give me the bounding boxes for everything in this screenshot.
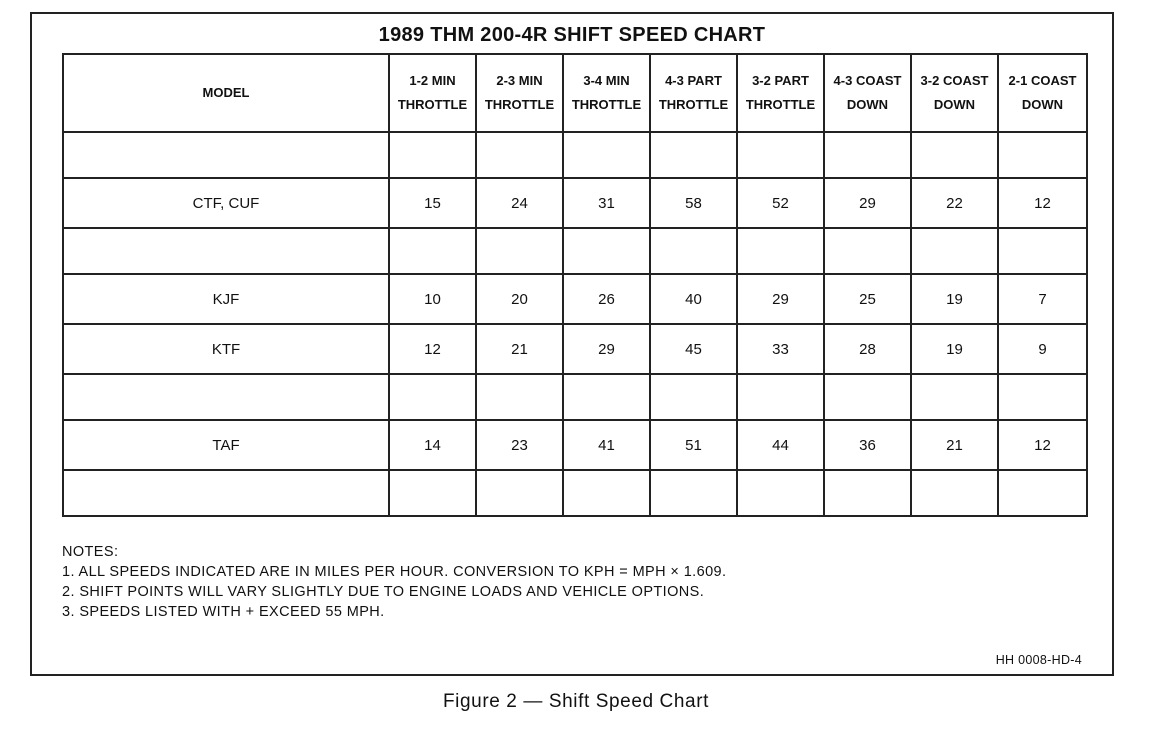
- speed-cell: [824, 228, 911, 274]
- reference-code: HH 0008-HD-4: [995, 653, 1082, 667]
- shift-speed-table: [62, 53, 1088, 517]
- speed-cell: 24: [476, 178, 563, 228]
- speed-cell: [476, 374, 563, 420]
- speed-cell: 19: [911, 274, 998, 324]
- speed-cell: [998, 228, 1087, 274]
- speed-cell: 31: [563, 178, 650, 228]
- speed-cell: [911, 228, 998, 274]
- model-cell: [63, 228, 389, 274]
- speed-cell: [650, 228, 737, 274]
- speed-cell: 58: [650, 178, 737, 228]
- table-row: [63, 470, 1087, 516]
- speed-cell: [737, 132, 824, 178]
- speed-cell: 10: [389, 274, 476, 324]
- speed-cell: [563, 228, 650, 274]
- speed-cell: [824, 470, 911, 516]
- table-row: [63, 274, 1087, 324]
- speed-cell: 9: [998, 324, 1087, 374]
- speed-cell: 7: [998, 274, 1087, 324]
- speed-cell: 12: [998, 420, 1087, 470]
- speed-cell: 26: [563, 274, 650, 324]
- speed-cell: [998, 132, 1087, 178]
- header-1-2-min-throttle: 1-2 MIN THROTTLE: [389, 54, 476, 132]
- notes-heading: NOTES:: [62, 544, 119, 560]
- speed-cell: 51: [650, 420, 737, 470]
- table-row: [63, 228, 1087, 274]
- model-cell: KJF: [63, 274, 389, 324]
- speed-cell: 25: [824, 274, 911, 324]
- speed-cell: 21: [911, 420, 998, 470]
- speed-cell: [824, 374, 911, 420]
- speed-cell: [650, 374, 737, 420]
- speed-cell: [911, 470, 998, 516]
- speed-cell: [998, 374, 1087, 420]
- speed-cell: 20: [476, 274, 563, 324]
- model-cell: CTF, CUF: [63, 178, 389, 228]
- speed-cell: 22: [911, 178, 998, 228]
- speed-cell: 33: [737, 324, 824, 374]
- speed-cell: 44: [737, 420, 824, 470]
- speed-cell: 36: [824, 420, 911, 470]
- speed-cell: 29: [737, 274, 824, 324]
- table-row: [63, 324, 1087, 374]
- speed-cell: [476, 132, 563, 178]
- table-row: [63, 132, 1087, 178]
- table-row: [63, 178, 1087, 228]
- speed-cell: 29: [563, 324, 650, 374]
- speed-cell: [389, 228, 476, 274]
- speed-cell: [563, 374, 650, 420]
- header-3-2-part-throttle: 3-2 PART THROTTLE: [737, 54, 824, 132]
- speed-cell: 15: [389, 178, 476, 228]
- header-row: [63, 54, 1087, 132]
- speed-cell: [476, 228, 563, 274]
- speed-cell: [476, 470, 563, 516]
- header-2-3-min-throttle: 2-3 MIN THROTTLE: [476, 54, 563, 132]
- speed-cell: 28: [824, 324, 911, 374]
- model-cell: [63, 470, 389, 516]
- speed-cell: [911, 374, 998, 420]
- speed-cell: 29: [824, 178, 911, 228]
- note-item: 3. SPEEDS LISTED WITH + EXCEED 55 MPH.: [62, 604, 385, 620]
- note-item: 1. ALL SPEEDS INDICATED ARE IN MILES PER HOUR. CONVERSION TO KPH = MPH × 1.609.: [62, 564, 727, 580]
- model-cell: TAF: [63, 420, 389, 470]
- speed-cell: [737, 228, 824, 274]
- speed-cell: 40: [650, 274, 737, 324]
- speed-cell: 12: [998, 178, 1087, 228]
- speed-cell: 12: [389, 324, 476, 374]
- speed-cell: [650, 470, 737, 516]
- speed-cell: 23: [476, 420, 563, 470]
- model-cell: KTF: [63, 324, 389, 374]
- header-model: MODEL: [63, 54, 389, 132]
- speed-cell: [998, 470, 1087, 516]
- speed-cell: [824, 132, 911, 178]
- speed-cell: [737, 470, 824, 516]
- speed-cell: 45: [650, 324, 737, 374]
- header-2-1-coast-down: 2-1 COAST DOWN: [998, 54, 1087, 132]
- speed-cell: [389, 470, 476, 516]
- speed-cell: [389, 374, 476, 420]
- header-4-3-coast-down: 4-3 COAST DOWN: [824, 54, 911, 132]
- speed-cell: 14: [389, 420, 476, 470]
- model-cell: [63, 374, 389, 420]
- header-3-2-coast-down: 3-2 COAST DOWN: [911, 54, 998, 132]
- model-cell: [63, 132, 389, 178]
- speed-cell: 19: [911, 324, 998, 374]
- speed-cell: [563, 132, 650, 178]
- speed-cell: 52: [737, 178, 824, 228]
- chart-title: 1989 THM 200-4R SHIFT SPEED CHART: [378, 24, 766, 46]
- figure-caption: Figure 2 — Shift Speed Chart: [442, 691, 710, 712]
- speed-cell: 41: [563, 420, 650, 470]
- table-row: [63, 420, 1087, 470]
- speed-cell: [389, 132, 476, 178]
- speed-cell: 21: [476, 324, 563, 374]
- table-row: [63, 374, 1087, 420]
- speed-cell: [737, 374, 824, 420]
- header-3-4-min-throttle: 3-4 MIN THROTTLE: [563, 54, 650, 132]
- notes-section: [62, 542, 726, 622]
- speed-cell: [911, 132, 998, 178]
- speed-cell: [563, 470, 650, 516]
- header-4-3-part-throttle: 4-3 PART THROTTLE: [650, 54, 737, 132]
- speed-cell: [650, 132, 737, 178]
- note-item: 2. SHIFT POINTS WILL VARY SLIGHTLY DUE TO ENGINE LOADS AND VEHICLE OPTIONS.: [62, 584, 705, 600]
